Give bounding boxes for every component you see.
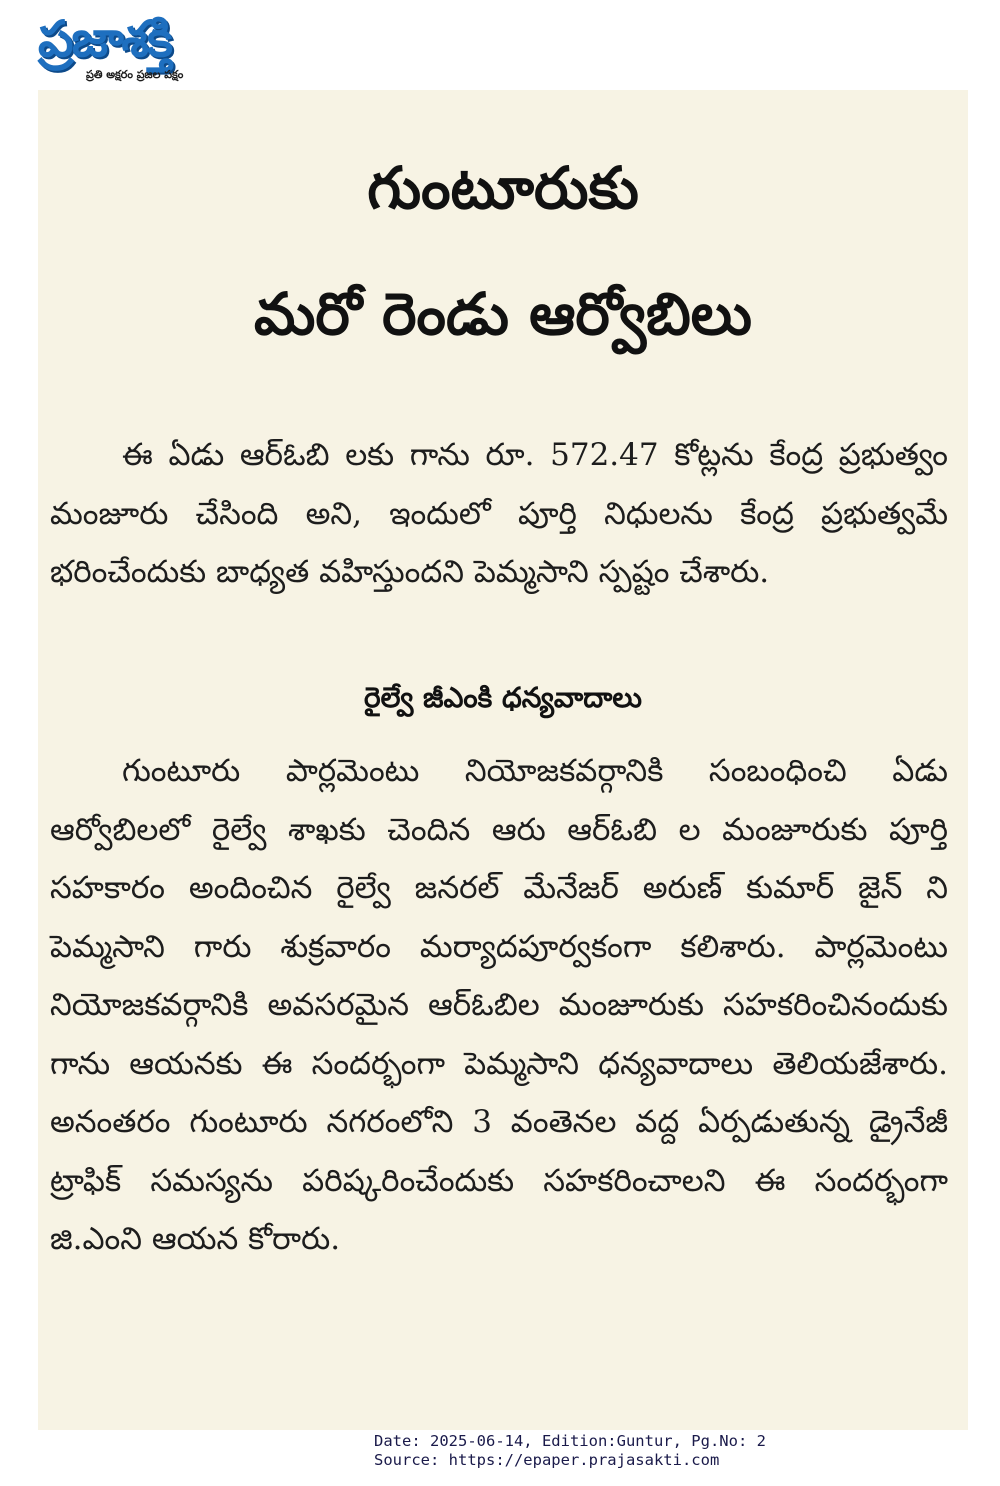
- article-clipping: [38, 90, 968, 1430]
- article-paragraph-2: గుంటూరు పార్లమెంటు నియోజకవర్గానికి సంబంధించి ఏడు ఆర్వోబిలలో రైల్వే శాఖకు చెందిన ఆరు ఆర్ఓబి ల మంజూరుకు పూర్తి సహకారం అందించిన రైల్వే జనరల్ మేనేజర్ అరుణ్ కుమార్ జైన్ ని పెమ్మసాని గారు శుక్రవారం మర్యాదపూర్వకంగా కలిశారు. పార్లమెంటు నియోజకవర్గానికి అవసరమైన ఆర్ఓబిల మంజూరుకు సహకరించినందుకు గాను ఆయనకు ఈ సందర్భంగా పెమ్మసాని ధన్యవాదాలు తెలియజేశారు. అనంతరం గుంటూరు నగరంలోని 3 వంతెనల వద్ద ఏర్పడుతున్న డ్రైనేజీ ట్రాఫిక్ సమస్యను పరిష్కరించేందుకు సహకరించాలని ఈ సందర్భంగా జి.ఎంని ఆయన కోరారు.: [50, 753, 948, 1257]
- headline-line-2: మరో రెండు ఆర్వోబిలు: [254, 280, 752, 348]
- article-subheading: రైల్వే జీఎంకి ధన్యవాదాలు: [364, 681, 642, 714]
- source-footer: [374, 1432, 766, 1470]
- masthead-logo: [38, 8, 288, 88]
- newspaper-title: ప్రజాశక్తి: [38, 10, 171, 68]
- newspaper-tagline: ప్రతి అక్షరం ప్రజల పక్షం: [86, 68, 184, 81]
- footer-date-edition: Date: 2025-06-14, Edition:Guntur, Pg.No: 2: [374, 1432, 766, 1450]
- footer-source-url: Source: https://epaper.prajasakti.com: [374, 1451, 720, 1469]
- headline-line-1: గుంటూరుకు: [367, 154, 639, 222]
- article-paragraph-1: ఈ ఏడు ఆర్ఓబి లకు గాను రూ. 572.47 కోట్లను కేంద్ర ప్రభుత్వం మంజూరు చేసింది అని, ఇందులో పూర్తి నిధులను కేంద్ర ప్రభుత్వమే భరించేందుకు బాధ్యత వహిస్తుందని పెమ్మసాని స్పష్టం చేశారు.: [50, 437, 948, 590]
